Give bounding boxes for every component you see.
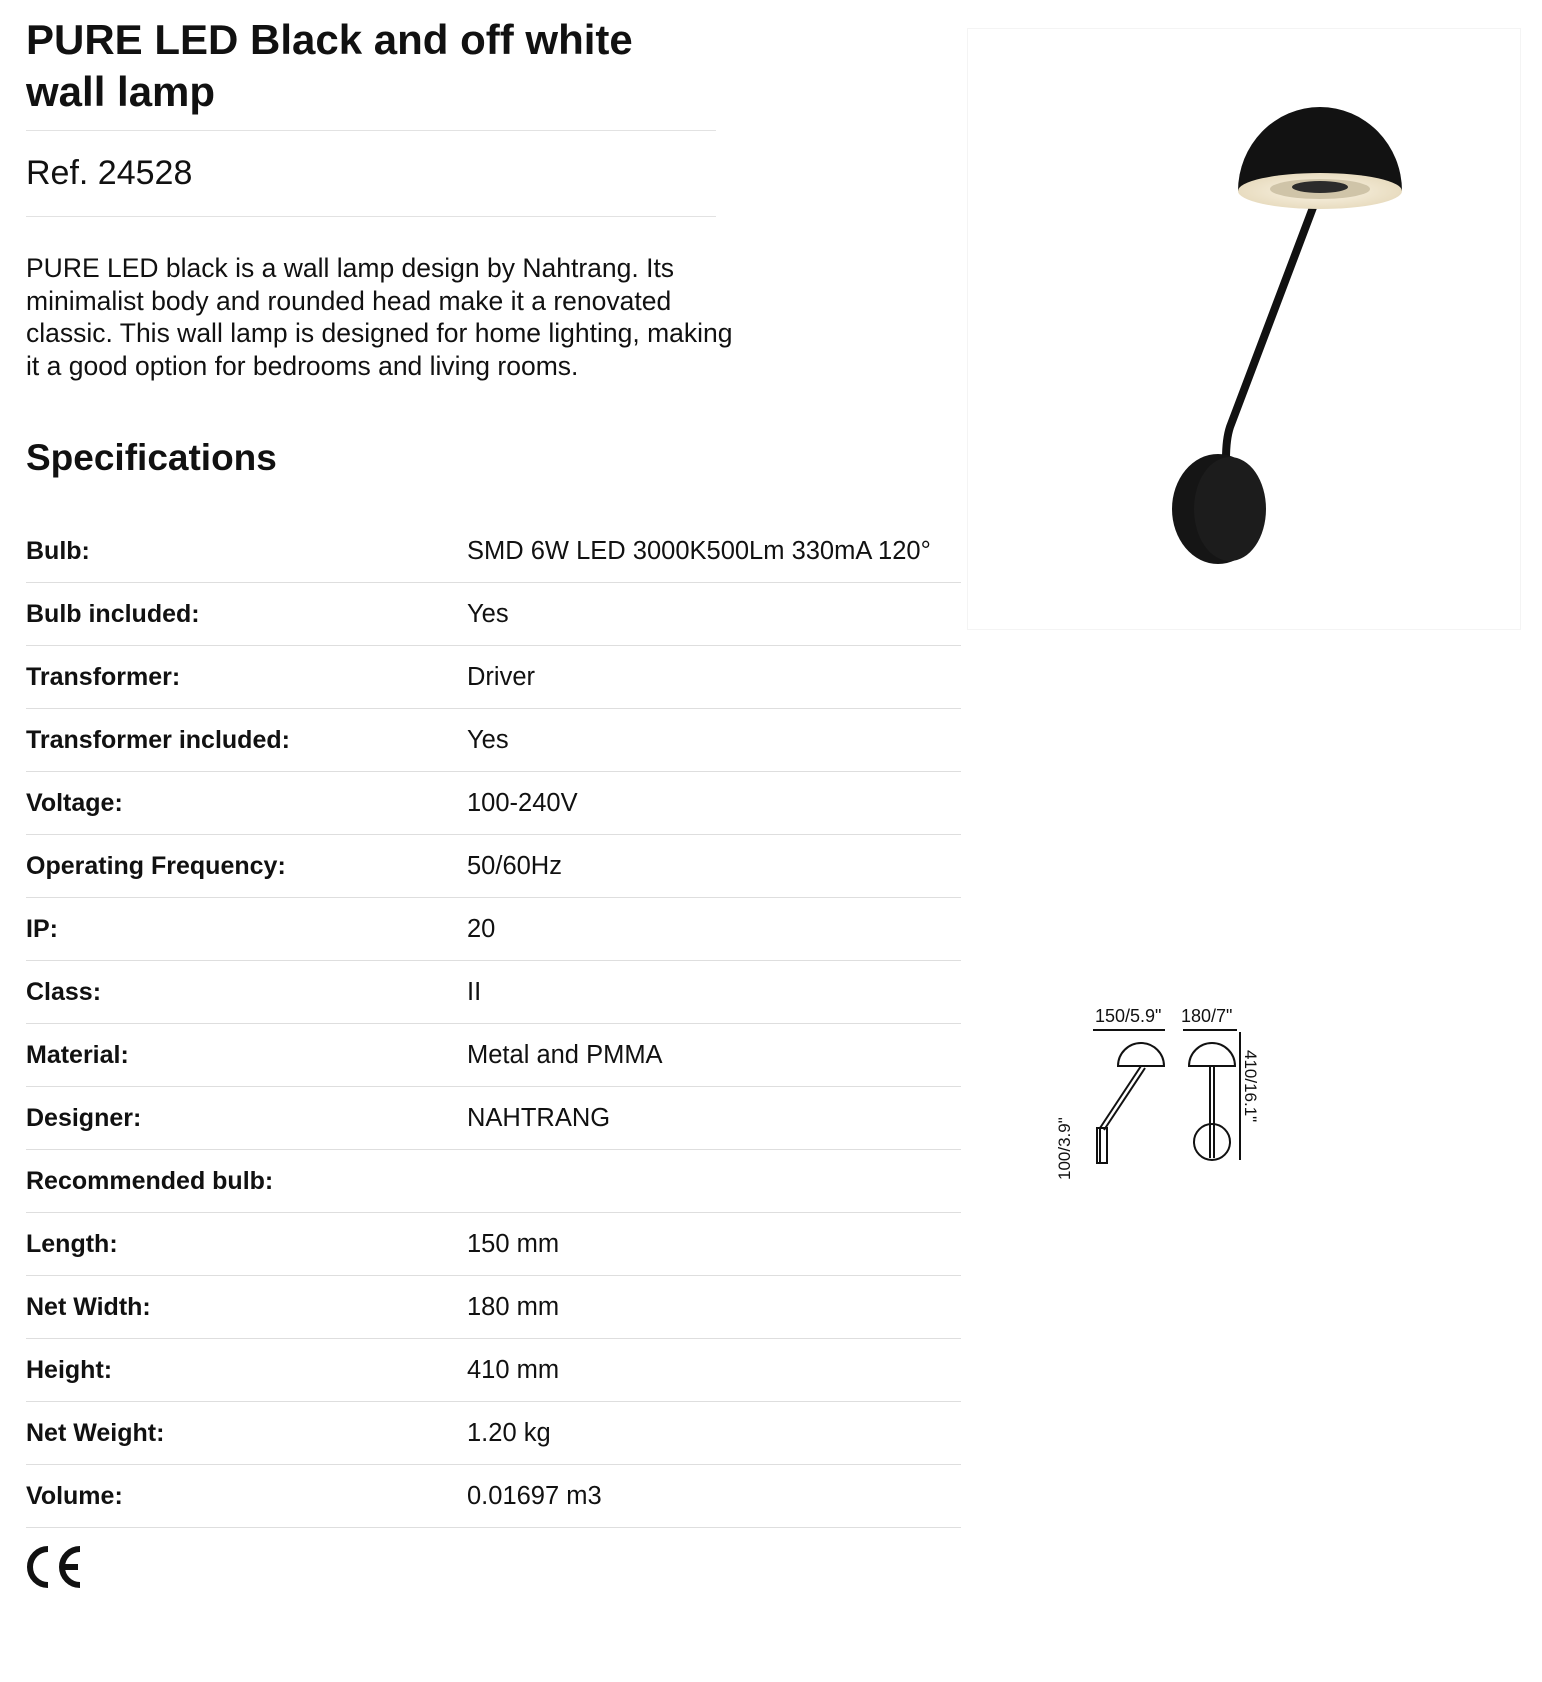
spec-row [26, 646, 961, 709]
product-description: PURE LED black is a wall lamp design by Nahtrang. Its minimalist body and rounded head make it a renovated classic. This wall lamp is designed for home lighting, making it a good option for bedrooms and living rooms. [26, 253, 733, 381]
spec-label: Material: [26, 1040, 129, 1069]
spec-value: Driver [467, 662, 535, 691]
spec-value: 180 mm [467, 1292, 560, 1321]
spec-value: Yes [467, 599, 509, 628]
product-photo [967, 28, 1521, 630]
spec-label: Net Width: [26, 1292, 151, 1321]
divider [26, 216, 716, 217]
spec-value: 150 mm [467, 1229, 560, 1258]
spec-row [26, 1024, 961, 1087]
spec-value: 410 mm [467, 1355, 560, 1384]
spec-value: II [467, 977, 482, 1006]
spec-value: Metal and PMMA [467, 1040, 663, 1069]
spec-label: Transformer: [26, 662, 181, 691]
spec-value: 20 [467, 914, 496, 943]
height-dimension-label: 410/16.1" [1241, 1050, 1260, 1123]
spec-row [26, 772, 961, 835]
spec-label: Designer: [26, 1103, 142, 1132]
spec-value: 50/60Hz [467, 851, 562, 880]
specifications-table [26, 520, 961, 1528]
spec-row [26, 709, 961, 772]
spec-row [26, 898, 961, 961]
spec-value: 0.01697 m3 [467, 1481, 602, 1510]
ce-mark-icon [26, 1545, 88, 1589]
spec-label: Height: [26, 1355, 113, 1384]
spec-row [26, 835, 961, 898]
spec-label: Recommended bulb: [26, 1166, 274, 1195]
spec-row [26, 1213, 961, 1276]
width-dimension-label: 180/7" [1181, 1006, 1233, 1026]
spec-label: Bulb: [26, 536, 90, 565]
spec-row [26, 1087, 961, 1150]
product-reference: Ref. 24528 [26, 154, 193, 192]
spec-value: 100-240V [467, 788, 578, 817]
spec-label: Transformer included: [26, 725, 290, 754]
spec-label: Bulb included: [26, 599, 200, 628]
base-dimension-label: 100/3.9" [1055, 1117, 1074, 1180]
wall-lamp-image [968, 29, 1520, 629]
spec-label: Voltage: [26, 788, 123, 817]
spec-value: Yes [467, 725, 509, 754]
spec-label: Volume: [26, 1481, 123, 1510]
spec-row [26, 520, 961, 583]
spec-label: Class: [26, 977, 102, 1006]
spec-label: Net Weight: [26, 1418, 165, 1447]
spec-row [26, 1465, 961, 1528]
dimension-drawing [1055, 1006, 1335, 1235]
spec-value: SMD 6W LED 3000K500Lm 330mA 120° [467, 536, 931, 565]
spec-row [26, 1276, 961, 1339]
spec-label: IP: [26, 914, 58, 943]
divider [26, 130, 716, 131]
spec-row [26, 961, 961, 1024]
spec-row [26, 583, 961, 646]
spec-value: NAHTRANG [467, 1103, 611, 1132]
length-dimension-label: 150/5.9" [1095, 1006, 1162, 1026]
spec-row [26, 1150, 961, 1213]
spec-value: 1.20 kg [467, 1418, 551, 1447]
specifications-heading: Specifications [26, 437, 277, 478]
spec-row [26, 1339, 961, 1402]
spec-label: Length: [26, 1229, 118, 1258]
spec-label: Operating Frequency: [26, 851, 286, 880]
product-title: PURE LED Black and off white wall lamp [26, 16, 633, 115]
spec-row [26, 1402, 961, 1465]
